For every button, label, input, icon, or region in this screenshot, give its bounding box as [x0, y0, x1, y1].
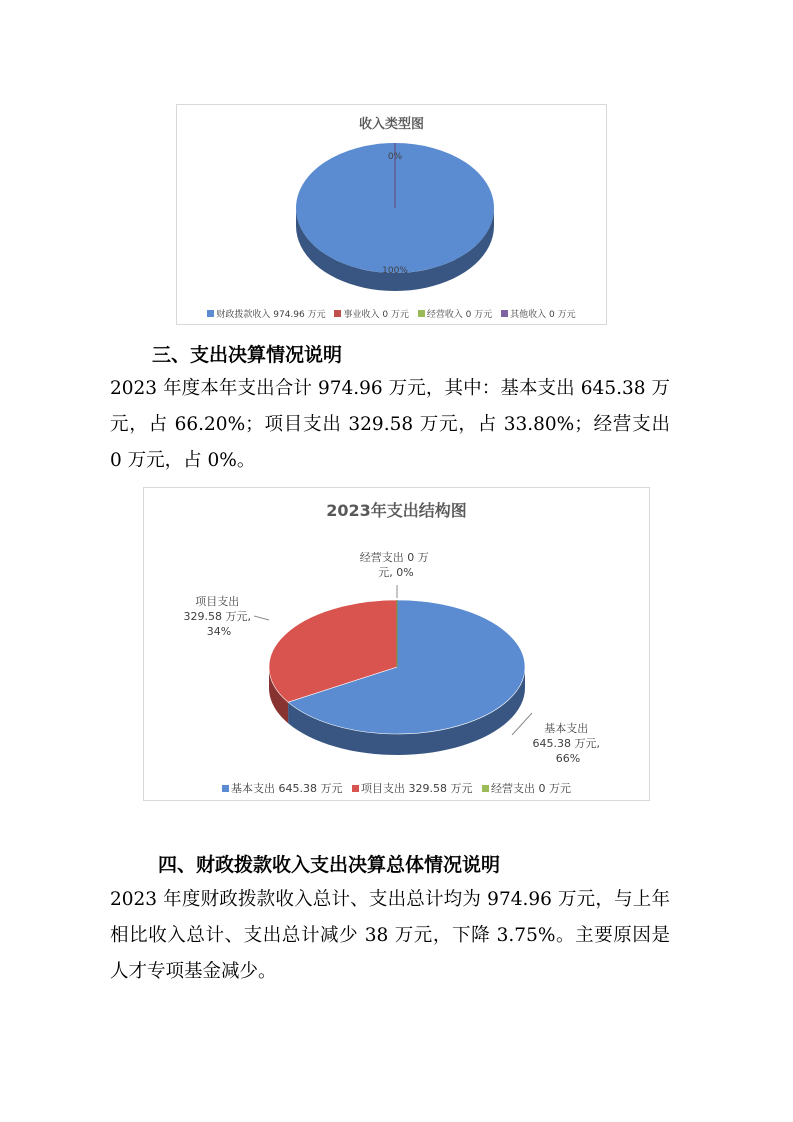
income-chart-title: 收入类型图 [358, 117, 424, 132]
expense-legend-label: 项目支出 329.58 万元 [361, 782, 473, 795]
income-label-full: 100% [382, 266, 408, 276]
expense-label-project [184, 594, 255, 638]
expense-pie-svg [144, 488, 651, 802]
income-legend-item [207, 307, 325, 320]
expenditure-paragraph: 2023 年度本年支出合计 974.96 万元，其中：基本支出 645.38 万元，占 66.20%；项目支出 329.58 万元，占 33.80%；经营支出 0 万元，占 0%。 [110, 378, 670, 471]
leader-line [254, 616, 269, 620]
label-line: 66% [555, 752, 581, 765]
income-legend-item [501, 307, 575, 320]
legend-swatch [418, 310, 425, 317]
label-line: 经营支出 0 万 [359, 551, 429, 564]
income-type-chart [176, 104, 607, 325]
expense-chart-title: 2023年支出结构图 [326, 501, 467, 520]
expense-legend-label: 基本支出 645.38 万元 [231, 782, 343, 795]
income-label-zero: 0% [387, 152, 403, 162]
label-line: 项目支出 [195, 595, 240, 608]
legend-swatch [482, 785, 489, 792]
income-legend-label: 财政拨款收入 974.96 万元 [216, 310, 326, 320]
legend-swatch [222, 785, 229, 792]
legend-swatch [207, 310, 214, 317]
income-legend-label: 事业收入 0 万元 [343, 310, 409, 320]
section-heading-expenditure: 三、支出决算情况说明 [152, 344, 343, 366]
fiscal-overview-paragraph: 2023 年度财政拨款收入总计、支出总计均为 974.96 万元，与上年相比收入总计、支出总计减少 38 万元，下降 3.75%。主要原因是人才专项基金减少。 [110, 889, 670, 982]
expense-legend-item [222, 780, 342, 796]
income-legend-item [418, 307, 492, 320]
income-legend [177, 307, 606, 320]
expense-legend [144, 780, 649, 796]
income-legend-label: 经营收入 0 万元 [426, 310, 493, 320]
label-line: 34% [206, 625, 232, 638]
label-line: 基本支出 [544, 722, 589, 735]
label-line: 元, 0% [378, 566, 414, 579]
legend-swatch [334, 310, 341, 317]
section-heading-fiscal-overview: 四、财政拨款收入支出决算总体情况说明 [158, 854, 501, 876]
expense-label-basic [533, 721, 604, 765]
income-legend-item [334, 307, 408, 320]
expense-legend-label: 经营支出 0 万元 [490, 782, 571, 795]
expense-legend-item [352, 780, 472, 796]
legend-swatch [501, 310, 508, 317]
expense-structure-chart [143, 487, 650, 801]
income-pie-svg [177, 105, 608, 326]
legend-swatch [352, 785, 359, 792]
label-line: 645.38 万元, [532, 737, 600, 750]
income-legend-label: 其他收入 0 万元 [510, 310, 576, 320]
expense-legend-item [482, 780, 571, 796]
leader-line [512, 713, 532, 735]
label-line: 329.58 万元, [183, 610, 251, 623]
expense-label-operating [360, 550, 433, 579]
